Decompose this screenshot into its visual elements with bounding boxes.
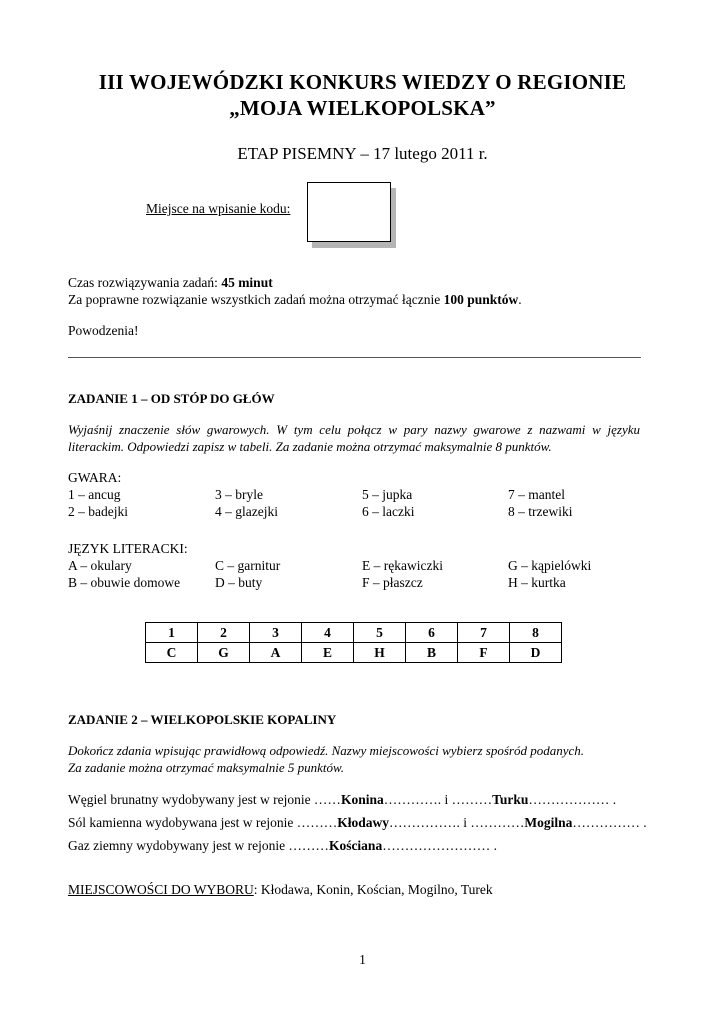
answer-turku[interactable]: Turku: [492, 792, 529, 807]
table-number-cell: 8: [510, 623, 562, 643]
answer-koscian[interactable]: Kościana: [328, 838, 383, 853]
sentence-text: Węgiel brunatny wydobywany jest w rejonie ……: [68, 792, 341, 807]
gwara-item: 3 – bryle: [215, 487, 263, 502]
choices-line: [68, 881, 493, 898]
literacki-item: B – obuwie domowe: [68, 575, 181, 590]
answer-konina[interactable]: Konina: [340, 792, 384, 807]
literacki-item: C – garnitur: [215, 558, 281, 573]
time-label: Czas rozwiązywania zadań:: [68, 275, 222, 290]
gwara-item: 5 – jupka: [362, 487, 413, 502]
table-answer-cell[interactable]: G: [198, 643, 250, 663]
gwara-item: 4 – glazejki: [215, 504, 278, 519]
answer-mogilna[interactable]: Mogilna: [524, 815, 573, 830]
table-number-cell: 7: [458, 623, 510, 643]
answer-klodawy[interactable]: Kłodawy: [337, 815, 389, 830]
points-value: 100 punktów: [443, 292, 519, 307]
gwara-item: 1 – ancug: [68, 487, 121, 502]
gwara-item: 7 – mantel: [508, 487, 565, 502]
sentence-text: Gaz ziemny wydobywany jest w rejonie ………: [68, 838, 329, 853]
table-number-cell: 6: [406, 623, 458, 643]
table-number-cell: 2: [198, 623, 250, 643]
task2-instruction-line1: Dokończ zdania wpisując prawidłową odpowiedź. Nazwy miejscowości wybierz spośród podanych.: [68, 743, 585, 758]
title-line-1: III WOJEWÓDZKI KONKURS WIEDZY O REGIONIE: [98, 70, 627, 94]
table-answer-cell[interactable]: H: [354, 643, 406, 663]
choices-label: MIEJSCOWOŚCI DO WYBORU: [68, 882, 254, 897]
good-luck: Powodzenia!: [68, 323, 139, 338]
time-value: 45 minut: [221, 275, 273, 290]
literacki-item: E – rękawiczki: [362, 558, 443, 573]
code-label: Miejsce na wpisanie kodu:: [146, 201, 291, 216]
gwara-item: 6 – laczki: [362, 504, 415, 519]
divider: [68, 357, 641, 358]
sentence-salt: [68, 814, 647, 831]
points-label: Za poprawne rozwiązanie wszystkich zadań można otrzymać łącznie: [68, 292, 444, 307]
gwara-item: 8 – trzewiki: [508, 504, 573, 519]
table-answer-cell[interactable]: C: [146, 643, 198, 663]
literacki-item: G – kąpielówki: [508, 558, 592, 573]
literacki-item: D – buty: [215, 575, 263, 590]
table-number-cell: 5: [354, 623, 406, 643]
literacki-item: F – płaszcz: [362, 575, 423, 590]
choices-list: : Kłodawa, Konin, Kościan, Mogilno, Turek: [253, 882, 493, 897]
table-answer-cell[interactable]: F: [458, 643, 510, 663]
answer-table: [145, 622, 562, 663]
gwara-item: 2 – badejki: [68, 504, 128, 519]
task1-heading: ZADANIE 1 – OD STÓP DO GŁÓW: [68, 391, 275, 406]
table-number-cell: 1: [146, 623, 198, 643]
task2-heading: ZADANIE 2 – WIELKOPOLSKIE KOPALINY: [68, 712, 337, 727]
table-answer-cell[interactable]: D: [510, 643, 562, 663]
literacki-item: H – kurtka: [508, 575, 566, 590]
sentence-text: Sól kamienna wydobywana jest w rejonie ………: [68, 815, 338, 830]
sentence-lignite: [68, 791, 616, 808]
page-number: 1: [359, 952, 366, 967]
sentence-text: …………………… .: [382, 838, 497, 853]
sentence-text: …………… .: [572, 815, 647, 830]
sentence-text: …………. i ………: [383, 792, 493, 807]
time-line: [68, 274, 273, 291]
literacki-item: A – okulary: [68, 558, 132, 573]
sentence-text: ……………. i …………: [388, 815, 525, 830]
sentence-text: ……………… .: [528, 792, 617, 807]
points-line: [68, 291, 522, 308]
gwara-label: GWARA:: [68, 470, 122, 485]
table-number-cell: 3: [250, 623, 302, 643]
title-line-2: „MOJA WIELKOPOLSKA”: [229, 96, 496, 120]
answer-table-answer-row: [146, 643, 562, 663]
sentence-gas: [68, 837, 497, 854]
table-answer-cell[interactable]: B: [406, 643, 458, 663]
task1-instruction: Wyjaśnij znaczenie słów gwarowych. W tym celu połącz w pary nazwy gwarowe z nazwami w języku literackim. Odpowiedzi zapisz w tabeli. Za zadanie można otrzymać maksymalnie 8 punktów.: [68, 422, 640, 454]
stage-date: ETAP PISEMNY – 17 lutego 2011 r.: [237, 144, 488, 163]
answer-table-header-row: [146, 623, 562, 643]
table-number-cell: 4: [302, 623, 354, 643]
table-answer-cell[interactable]: E: [302, 643, 354, 663]
points-suffix: .: [518, 292, 522, 307]
table-answer-cell[interactable]: A: [250, 643, 302, 663]
task2-instruction-line2: Za zadanie można otrzymać maksymalnie 5 punktów.: [68, 760, 344, 775]
literacki-label: JĘZYK LITERACKI:: [68, 541, 188, 556]
code-entry-box[interactable]: [307, 182, 391, 242]
